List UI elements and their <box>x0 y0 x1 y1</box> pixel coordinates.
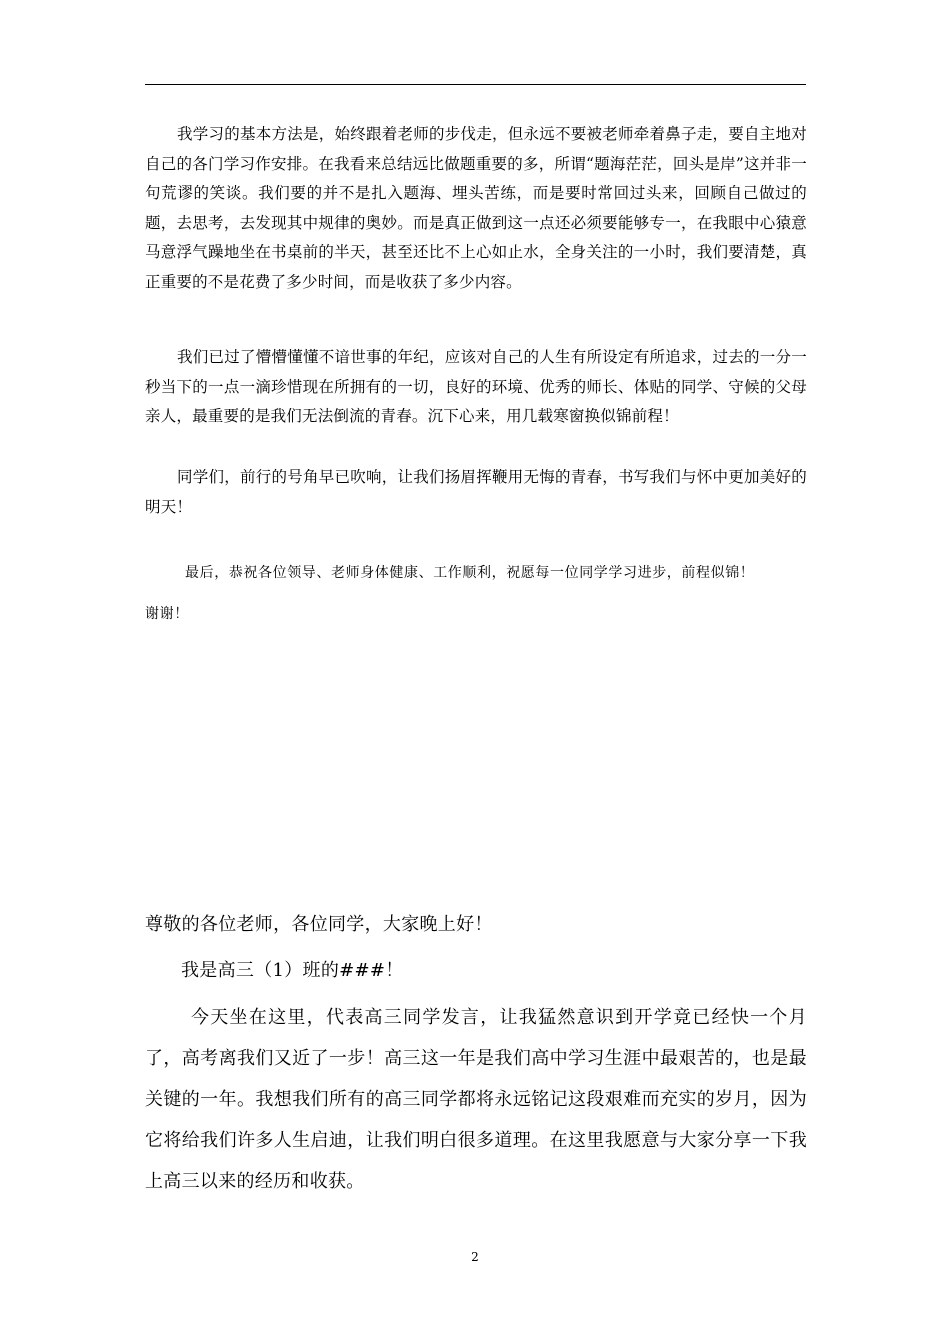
paragraph-call-to-action: 同学们，前行的号角早已吹响，让我们扬眉挥鞭用无悔的青春，书写我们与怀中更加美好的明天！ <box>145 468 807 516</box>
header-rule <box>145 84 806 85</box>
closing-block <box>145 553 807 635</box>
closing-wishes: 最后，恭祝各位领导、老师身体健康、工作顺利，祝愿每一位同学学习进步，前程似锦！ <box>185 565 755 581</box>
speech-greeting: 尊敬的各位老师，各位同学，大家晚上好！ <box>145 914 493 935</box>
closing-thanks: 谢谢！ <box>145 606 189 622</box>
paragraph-cherish-youth: 我们已过了懵懵懂懂不谙世事的年纪，应该对自己的人生有所设定有所追求，过去的一分一秒当下的一点一滴珍惜现在所拥有的一切，良好的环境、优秀的师长、体贴的同学、守候的父母亲人，最重要的是我们无法倒流的青春。沉下心来，用几载寒窗换似锦前程！ <box>145 348 807 425</box>
page-number: 2 <box>471 1250 479 1264</box>
speech-body: 今天坐在这里，代表高三同学发言，让我猛然意识到开学竟已经快一个月了，高考离我们又近了一步！高三这一年是我们高中学习生涯中最艰苦的，也是最关键的一年。我想我们所有的高三同学都将永远铭记这段艰难而充实的岁月，因为它将给我们许多人生启迪，让我们明白很多道理。在这里我愿意与大家分享一下我上高三以来的经历和收获。 <box>145 1007 807 1192</box>
speech-intro: 我是高三（1）班的###！ <box>181 960 404 981</box>
paragraph-study-method: 我学习的基本方法是，始终跟着老师的步伐走，但永远不要被老师牵着鼻子走，要自主地对自己的各门学习作安排。在我看来总结远比做题重要的多，所谓“题海茫茫，回头是岸”这并非一句荒谬的笑谈。我们要的并不是扎入题海、埋头苦练，而是要时常回过头来，回顾自己做过的题，去思考，去发现其中规律的奥妙。而是真正做到这一点还必须要能够专一，在我眼中心猿意马意浮气躁地坐在书桌前的半天，甚至还比不上心如止水，全身关注的一小时，我们要清楚，真正重要的不是花费了多少时间，而是收获了多少内容。 <box>145 125 807 291</box>
